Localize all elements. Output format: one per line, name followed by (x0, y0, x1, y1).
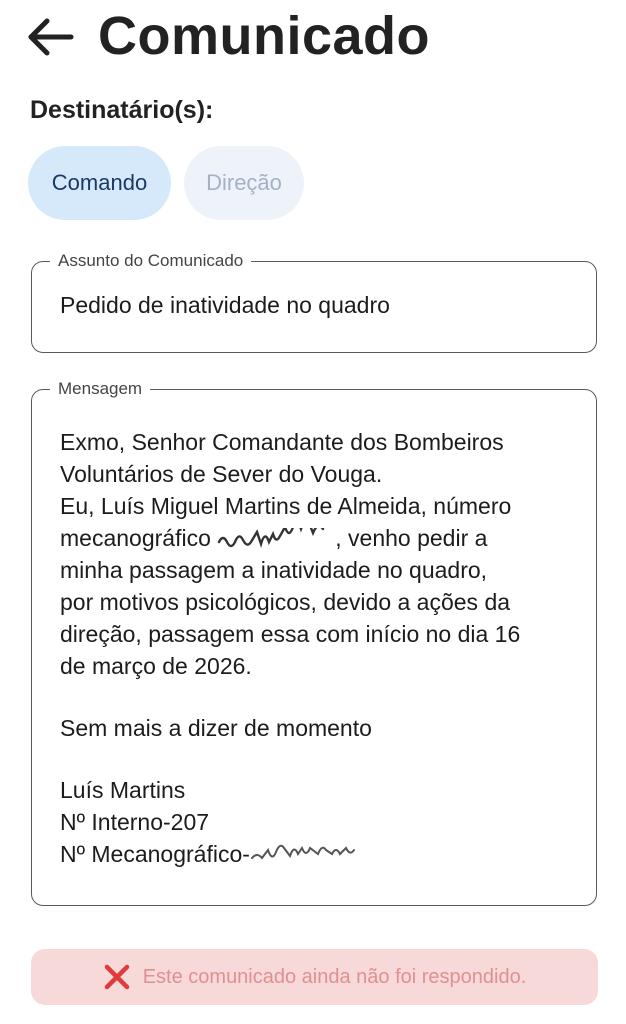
message-line (60, 838, 580, 870)
message-line: por motivos psicológicos, devido a ações da (60, 589, 511, 615)
app-bar (0, 0, 626, 80)
paragraph-gap (60, 744, 580, 774)
message-text: Nº Mecanográfico- (60, 841, 250, 867)
message-line: Luís Martins (60, 777, 186, 803)
message-line: Sem mais a dizer de momento (60, 715, 372, 741)
message-line: direção, passagem essa com início no dia 16 (60, 621, 521, 647)
status-text: Este comunicado ainda não foi respondido. (142, 965, 527, 988)
redacted-scribble (217, 528, 335, 552)
message-text: mecanográfico (60, 525, 218, 551)
message-field[interactable] (31, 379, 597, 906)
chip-comando[interactable] (28, 146, 171, 220)
subject-value[interactable]: Pedido de inatividade no quadro (60, 292, 390, 318)
page-title: Comunicado (98, 6, 431, 66)
paragraph-gap (60, 682, 580, 712)
message-line: minha passagem a inatividade no quadro, (60, 557, 488, 583)
arrow-left-icon (25, 17, 75, 57)
message-line: Nº Interno-207 (60, 809, 210, 835)
message-line: Voluntários de Sever do Vouga. (60, 461, 383, 487)
message-legend: Mensagem (50, 379, 150, 399)
message-line (60, 522, 580, 554)
status-banner (31, 949, 598, 1005)
redacted-scribble (250, 844, 382, 868)
subject-legend: Assunto do Comunicado (50, 251, 251, 271)
chip-label: Direção (206, 170, 282, 195)
message-body[interactable] (60, 426, 580, 870)
subject-field[interactable] (31, 251, 597, 353)
chip-direcao[interactable] (184, 146, 304, 220)
chip-label: Comando (51, 170, 148, 195)
message-line: Eu, Luís Miguel Martins de Almeida, número (60, 493, 512, 519)
recipients-label: Destinatário(s): (30, 96, 214, 124)
message-line: de março de 2026. (60, 653, 252, 679)
back-button[interactable] (22, 14, 78, 60)
cross-icon (103, 963, 131, 991)
message-line: Exmo, Senhor Comandante dos Bombeiros (60, 429, 504, 455)
message-text: , venho pedir a (335, 525, 488, 551)
